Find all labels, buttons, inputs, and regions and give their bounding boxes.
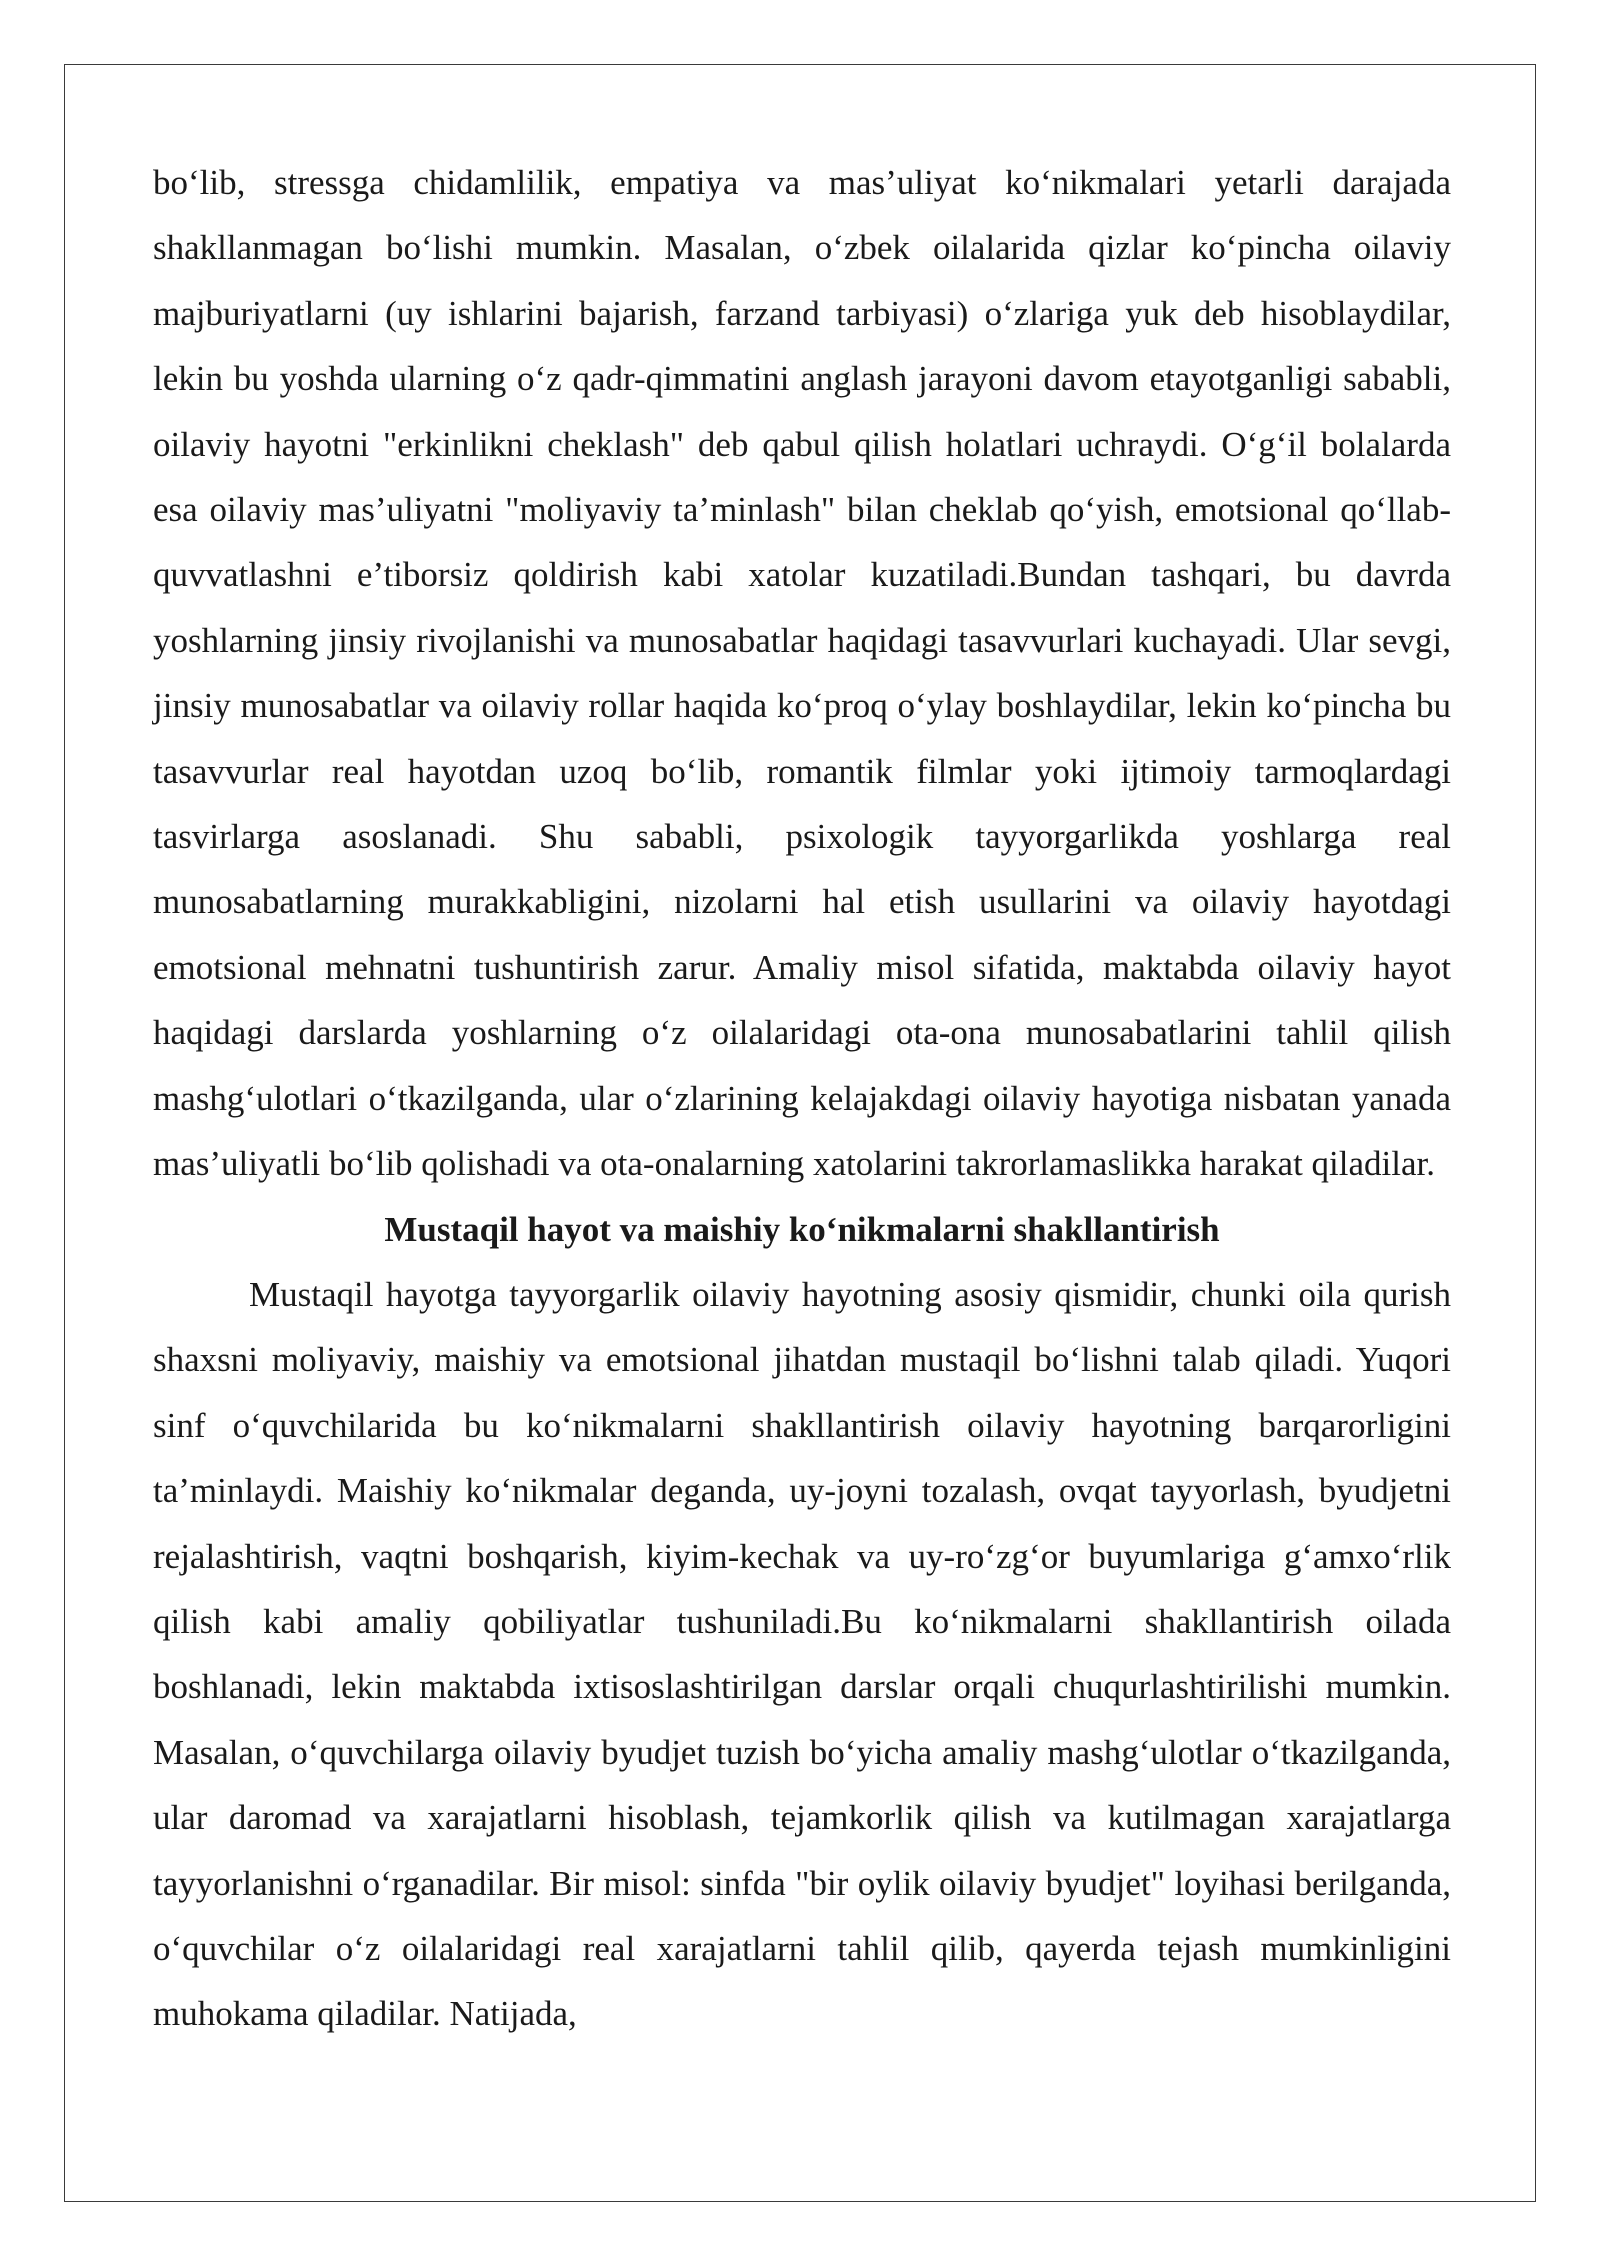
paragraph-independent-life: Mustaqil hayotga tayyorgarlik oilaviy hayotning asosiy qismidir, chunki oila qurish shaxsni moliyaviy, maishiy va emotsional jihatdan mustaqil bo‘lishni talab qiladi. Yuqori sinf o‘quvchilarida bu ko‘nikmalarni shakllantirish oilaviy hayotning barqarorligini ta’minlaydi. Maishiy ko‘nikmalar deganda, uy-joyni tozalash, ovqat tayyorlash, byudjetni rejalashtirish, vaqtni boshqarish, kiyim-kechak va uy-ro‘zg‘or buyumlariga g‘amxo‘rlik qilish kabi amaliy qobiliyatlar tushuniladi.Bu ko‘nikmalarni shakllantirish oilada boshlanadi, lekin maktabda ixtisoslashtirilgan darslar orqali chuqurlashtirilishi mumkin. Masalan, o‘quvchilarga oilaviy byudjet tuzish bo‘yicha amaliy mashg‘ulotlar o‘tkazilganda, ular daromad va xarajatlarni hisoblash, tejamkorlik qilish va kutilmagan xarajatlarga tayyorlanishni o‘rganadilar. Bir misol: sinfda "bir oylik oilaviy byudjet" loyihasi berilganda, o‘quvchilar o‘z oilalaridagi real xarajatlarni tahlil qilib, qayerda tejash mumkinligini muhokama qiladilar. Natijada,: [153, 1274, 1451, 2034]
section-heading: Mustaqil hayot va maishiy ko‘nikmalarni shakllantirish: [384, 1209, 1220, 1249]
document-body: [153, 150, 1451, 2047]
paragraph-continuation: bo‘lib, stressga chidamlilik, empatiya va mas’uliyat ko‘nikmalari yetarli darajada shakllanmagan bo‘lishi mumkin. Masalan, o‘zbek oilalarida qizlar ko‘pincha oilaviy majburiyatlarni (uy ishlarini bajarish, farzand tarbiyasi) o‘zlariga yuk deb hisoblaydilar, lekin bu yoshda ularning o‘z qadr-qimmatini anglash jarayoni davom etayotganligi sababli, oilaviy hayotni "erkinlikni cheklash" deb qabul qilish holatlari uchraydi. O‘g‘il bolalarda esa oilaviy mas’uliyatni "moliyaviy ta’minlash" bilan cheklab qo‘yish, emotsional qo‘llab-quvvatlashni e’tiborsiz qoldirish kabi xatolar kuzatiladi.Bundan tashqari, bu davrda yoshlarning jinsiy rivojlanishi va munosabatlar haqidagi tasavvurlari kuchayadi. Ular sevgi, jinsiy munosabatlar va oilaviy rollar haqida ko‘proq o‘ylay boshlaydilar, lekin ko‘pincha bu tasavvurlar real hayotdan uzoq bo‘lib, romantik filmlar yoki ijtimoiy tarmoqlardagi tasvirlarga asoslanadi. Shu sababli, psixologik tayyorgarlikda yoshlarga real munosabatlarning murakkabligini, nizolarni hal etish usullarini va oilaviy hayotdagi emotsional mehnatni tushuntirish zarur. Amaliy misol sifatida, maktabda oilaviy hayot haqidagi darslarda yoshlarning o‘z oilalaridagi ota-ona munosabatlarini tahlil qilish mashg‘ulotlari o‘tkazilganda, ular o‘zlarining kelajakdagi oilaviy hayotiga nisbatan yanada mas’uliyatli bo‘lib qolishadi va ota-onalarning xatolarini takrorlamaslikka harakat qiladilar.: [153, 163, 1451, 1184]
